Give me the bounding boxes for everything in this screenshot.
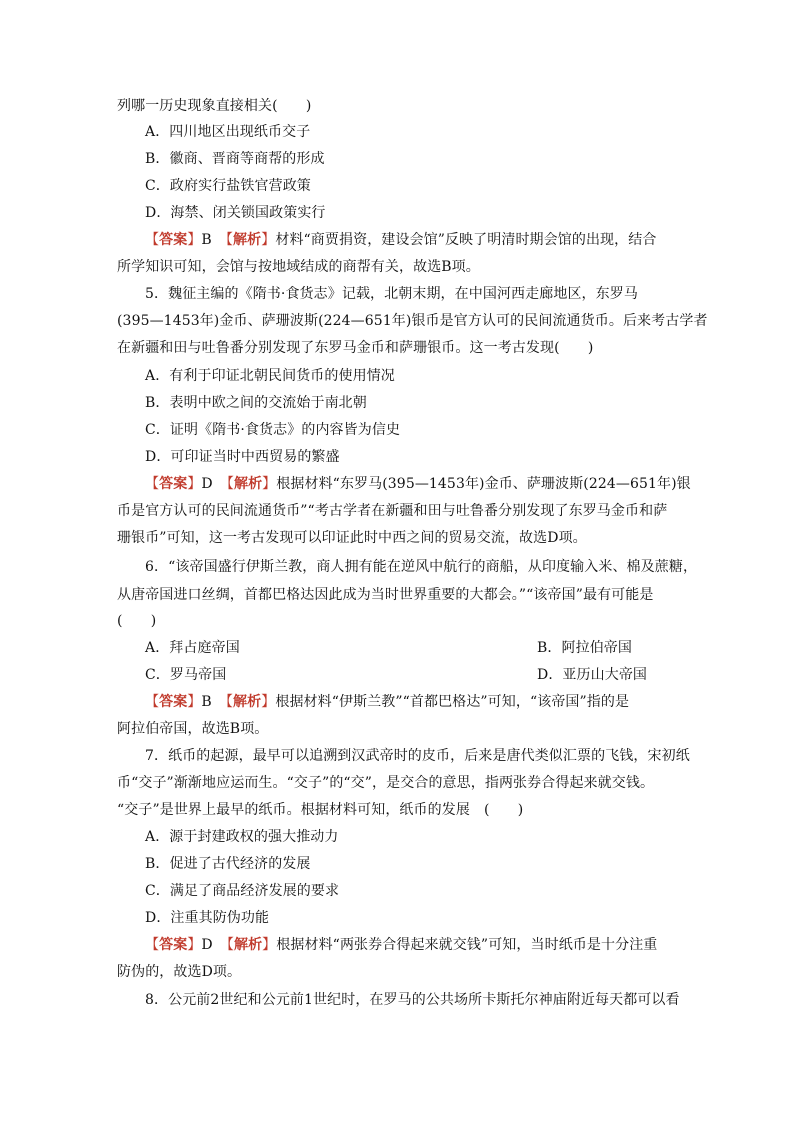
q4-analysis-cont: 所学知识可知，会馆与按地域结成的商帮有关，故选B项。	[117, 259, 480, 275]
analysis-text: 根据材料“东罗马(395—1453年)金币、萨珊波斯(224—651年)银	[276, 476, 691, 492]
q6-option-b: B．阿拉伯帝国	[537, 640, 632, 656]
analysis-label: 解析	[233, 937, 263, 953]
analysis-label: 解析	[233, 476, 263, 492]
q7-stem-3: “交子”是世界上最早的纸币。根据材料可知，纸币的发展 ( )	[117, 802, 524, 818]
q5-option-d: D．可印证当时中西贸易的繁盛	[145, 449, 340, 465]
answer-label: 答案	[159, 476, 188, 492]
analysis-label: 解析	[233, 232, 262, 248]
q4-stem: 列哪一历史现象直接相关( )	[117, 98, 312, 114]
q6-answer-line: 【答案】B 【解析】根据材料“伊斯兰教”“首都巴格达”可知，“该帝国”指的是	[145, 694, 630, 710]
answer-value: B	[201, 694, 212, 710]
q7-stem-2: 币“交子”渐渐地应运而生。“交子”的“交”，是交合的意思，指两张券合得起来就交钱。	[117, 775, 655, 791]
q7-option-d: D．注重其防伪功能	[145, 910, 270, 926]
q7-analysis-cont: 防伪的，故选D项。	[117, 964, 242, 980]
q7-option-c: C．满足了商品经济发展的要求	[145, 883, 340, 899]
q5-stem-1: 5．魏征主编的《隋书·食货志》记载，北朝末期，在中国河西走廊地区，东罗马	[145, 286, 638, 302]
q6-options-row-1	[145, 638, 705, 658]
q6-option-d: D．亚历山大帝国	[537, 667, 648, 683]
answer-label: 答案	[159, 937, 188, 953]
q5-option-c: C．证明《隋书·食货志》的内容皆为信史	[145, 422, 401, 438]
q6-options-row-2	[145, 665, 705, 685]
q6-stem-1: 6．“该帝国盛行伊斯兰教，商人拥有能在逆风中航行的商船，从印度输入米、棉及蔗糖，	[145, 559, 698, 575]
q5-answer-line: 【答案】D 【解析】根据材料“东罗马(395—1453年)金币、萨珊波斯(224—651年)银	[145, 476, 691, 492]
answer-value: B	[201, 232, 212, 248]
q5-option-a: A．有利于印证北朝民间货币的使用情况	[145, 368, 395, 384]
q5-analysis-cont-1: 币是官方认可的民间流通货币”“考古学者在新疆和田与吐鲁番分别发现了东罗马金币和萨	[117, 503, 668, 519]
q6-stem-3: ( )	[117, 613, 157, 629]
q6-analysis-cont: 阿拉伯帝国，故选B项。	[117, 721, 269, 737]
q5-stem-2: (395—1453年)金币、萨珊波斯(224—651年)银币是官方认可的民间流通货币。后来考古学者	[117, 313, 708, 329]
analysis-text: 材料“商贾捐资，建设会馆”反映了明清时期会馆的出现，结合	[275, 232, 657, 248]
answer-label: 答案	[159, 694, 188, 710]
q6-option-c: C．罗马帝国	[145, 667, 227, 683]
analysis-text: 根据材料“伊斯兰教”“首都巴格达”可知，“该帝国”指的是	[275, 694, 630, 710]
q4-option-b: B．徽商、晋商等商帮的形成	[145, 151, 325, 167]
q7-option-b: B．促进了古代经济的发展	[145, 856, 311, 872]
q8-stem-1: 8．公元前2世纪和公元前1世纪时，在罗马的公共场所卡斯托尔神庙附近每天都可以看	[145, 992, 680, 1008]
q7-stem-1: 7．纸币的起源，最早可以追溯到汉武帝时的皮币，后来是唐代类似汇票的飞钱，宋初纸	[145, 748, 690, 764]
q4-option-a: A．四川地区出现纸币交子	[145, 124, 311, 140]
q6-stem-2: 从唐帝国进口丝绸，首都巴格达因此成为当时世界重要的大都会。”“该帝国”最有可能是	[117, 587, 654, 603]
analysis-label: 解析	[233, 694, 262, 710]
q4-answer-line: 【答案】B 【解析】材料“商贾捐资，建设会馆”反映了明清时期会馆的出现，结合	[145, 232, 657, 248]
q6-option-a: A．拜占庭帝国	[145, 640, 240, 656]
q4-option-c: C．政府实行盐铁官营政策	[145, 178, 311, 194]
analysis-text: 根据材料“两张券合得起来就交钱”可知，当时纸币是十分注重	[276, 937, 658, 953]
answer-value: D	[201, 476, 213, 492]
answer-label: 答案	[159, 232, 188, 248]
q7-answer-line: 【答案】D 【解析】根据材料“两张券合得起来就交钱”可知，当时纸币是十分注重	[145, 937, 658, 953]
q5-analysis-cont-2: 珊银币”可知，这一考古发现可以印证此时中西之间的贸易交流，故选D项。	[117, 530, 587, 546]
q7-option-a: A．源于封建政权的强大推动力	[145, 829, 339, 845]
answer-value: D	[201, 937, 213, 953]
q4-option-d: D．海禁、闭关锁国政策实行	[145, 205, 326, 221]
q5-stem-3: 在新疆和田与吐鲁番分别发现了东罗马金币和萨珊银币。这一考古发现( )	[117, 340, 594, 356]
q5-option-b: B．表明中欧之间的交流始于南北朝	[145, 395, 367, 411]
